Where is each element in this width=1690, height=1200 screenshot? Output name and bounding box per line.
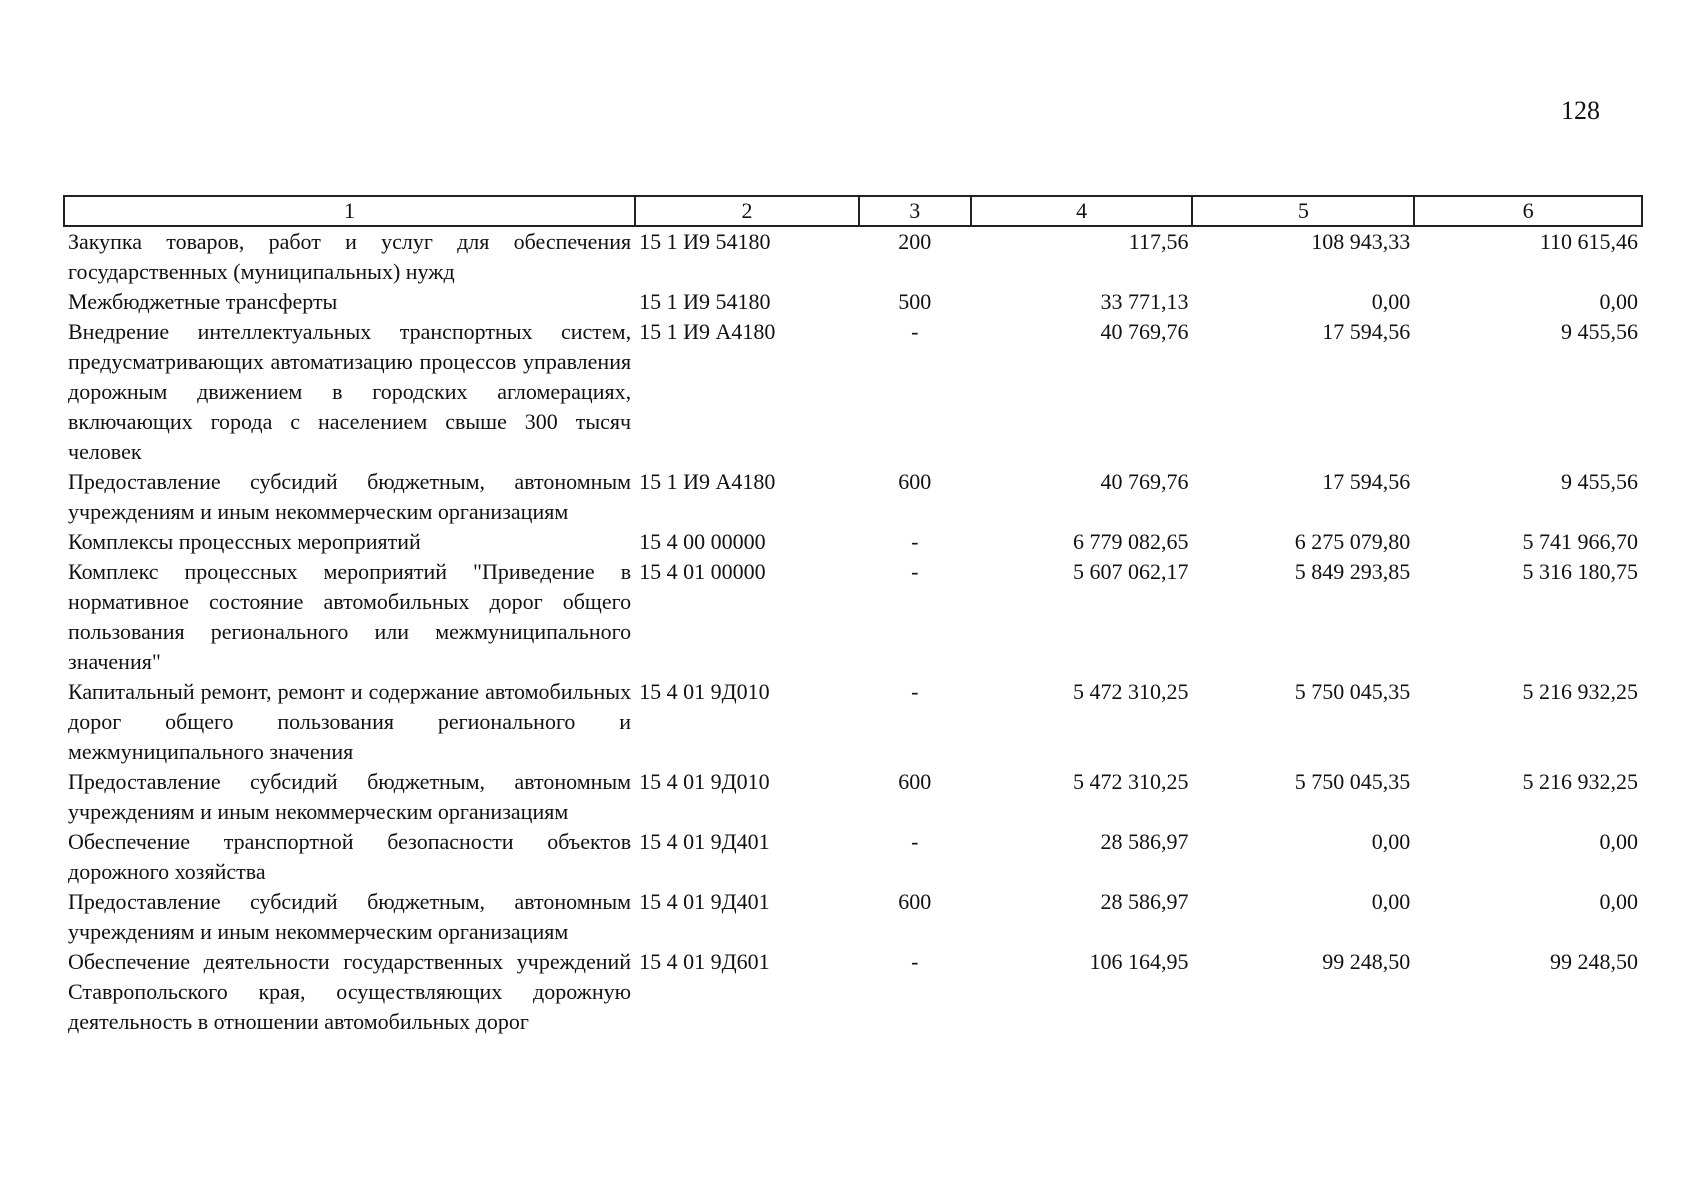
row-name: Комплекс процессных мероприятий "Приведение в нормативное состояние автомобильных дорог общего пользования регионального или межмуниципального значения" [68, 559, 632, 674]
row-code: 15 4 01 9Д010 [639, 769, 770, 794]
table-row [64, 887, 1642, 947]
row-name: Капитальный ремонт, ремонт и содержание автомобильных дорог общего пользования регионального и межмуниципального значения [68, 679, 632, 764]
column-header: 2 [635, 196, 859, 226]
row-value-6: 5 216 932,25 [1522, 769, 1638, 794]
row-value-6: 5 316 180,75 [1522, 559, 1638, 584]
table-row [64, 827, 1642, 887]
row-value-5: 0,00 [1371, 889, 1411, 914]
table-header-row [64, 196, 1642, 226]
column-header: 6 [1414, 196, 1642, 226]
row-name: Предоставление субсидий бюджетным, автономным учреждениям и иным некоммерческим организациям [68, 889, 632, 944]
row-value-4: 5 472 310,25 [1072, 769, 1189, 794]
row-value-5: 5 750 045,35 [1294, 769, 1411, 794]
row-code: 15 4 01 00000 [639, 559, 766, 584]
budget-table [63, 195, 1643, 1037]
row-value-6: 0,00 [1599, 289, 1638, 314]
row-type: - [911, 529, 919, 554]
row-type: - [911, 679, 919, 704]
row-type: - [911, 319, 919, 344]
row-code: 15 4 01 9Д010 [639, 679, 770, 704]
row-type: - [911, 829, 919, 854]
row-name: Обеспечение транспортной безопасности объектов дорожного хозяйства [68, 829, 632, 884]
row-type: - [911, 559, 919, 584]
column-header: 3 [859, 196, 971, 226]
row-type: 200 [898, 229, 932, 254]
row-code: 15 1 И9 А4180 [639, 469, 776, 494]
row-value-4: 28 586,97 [1100, 889, 1189, 914]
row-value-5: 17 594,56 [1322, 469, 1411, 494]
row-value-6: 5 216 932,25 [1522, 679, 1638, 704]
row-value-4: 106 164,95 [1089, 949, 1189, 974]
row-code: 15 4 01 9Д401 [639, 889, 770, 914]
row-value-4: 5 472 310,25 [1072, 679, 1189, 704]
table-row [64, 226, 1642, 287]
row-value-4: 40 769,76 [1100, 319, 1189, 344]
table-row [64, 287, 1642, 317]
row-name: Закупка товаров, работ и услуг для обеспечения государственных (муниципальных) нужд [68, 229, 632, 284]
row-value-4: 117,56 [1128, 229, 1189, 254]
table-row [64, 557, 1642, 677]
page-number: 128 [1561, 96, 1600, 125]
row-value-5: 5 849 293,85 [1294, 559, 1411, 584]
row-name: Внедрение интеллектуальных транспортных систем, предусматривающих автоматизацию процессов управления дорожным движением в городских агломерациях, включающих города с населением свыше 300 тысяч человек [68, 319, 632, 464]
row-code: 15 4 01 9Д401 [639, 829, 770, 854]
row-value-6: 0,00 [1599, 889, 1638, 914]
row-value-4: 40 769,76 [1100, 469, 1189, 494]
row-value-5: 5 750 045,35 [1294, 679, 1411, 704]
row-value-6: 9 455,56 [1561, 319, 1638, 344]
column-header: 4 [971, 196, 1193, 226]
row-value-4: 28 586,97 [1100, 829, 1189, 854]
row-value-4: 5 607 062,17 [1072, 559, 1189, 584]
row-value-5: 17 594,56 [1322, 319, 1411, 344]
row-code: 15 4 00 00000 [639, 529, 766, 554]
table-body [64, 226, 1642, 1037]
row-code: 15 4 01 9Д601 [639, 949, 770, 974]
row-type: - [911, 949, 919, 974]
table-row [64, 527, 1642, 557]
row-name: Обеспечение деятельности государственных учреждений Ставропольского края, осуществляющих дорожную деятельность в отношении автомобильных дорог [68, 949, 632, 1034]
table-row [64, 947, 1642, 1037]
row-value-5: 108 943,33 [1311, 229, 1411, 254]
row-code: 15 1 И9 А4180 [639, 319, 776, 344]
row-name: Предоставление субсидий бюджетным, автономным учреждениям и иным некоммерческим организациям [68, 469, 632, 524]
row-value-6: 9 455,56 [1561, 469, 1638, 494]
row-value-5: 0,00 [1371, 829, 1411, 854]
row-type: 500 [898, 289, 932, 314]
row-value-5: 0,00 [1371, 289, 1411, 314]
table-row [64, 767, 1642, 827]
row-type: 600 [898, 469, 932, 494]
table-row [64, 467, 1642, 527]
column-header: 5 [1192, 196, 1414, 226]
row-value-6: 0,00 [1599, 829, 1638, 854]
row-name: Предоставление субсидий бюджетным, автономным учреждениям и иным некоммерческим организациям [68, 769, 632, 824]
row-value-6: 99 248,50 [1550, 949, 1638, 974]
row-code: 15 1 И9 54180 [639, 289, 771, 314]
row-name: Комплексы процессных мероприятий [68, 529, 421, 554]
column-header: 1 [64, 196, 635, 226]
row-value-5: 99 248,50 [1322, 949, 1411, 974]
table-row [64, 317, 1642, 467]
table-row [64, 677, 1642, 767]
row-code: 15 1 И9 54180 [639, 229, 771, 254]
row-value-4: 33 771,13 [1100, 289, 1189, 314]
row-value-6: 110 615,46 [1539, 229, 1638, 254]
row-value-4: 6 779 082,65 [1072, 529, 1189, 554]
row-type: 600 [898, 889, 932, 914]
row-name: Межбюджетные трансферты [68, 289, 338, 314]
row-value-5: 6 275 079,80 [1294, 529, 1411, 554]
row-value-6: 5 741 966,70 [1522, 529, 1638, 554]
row-type: 600 [898, 769, 932, 794]
